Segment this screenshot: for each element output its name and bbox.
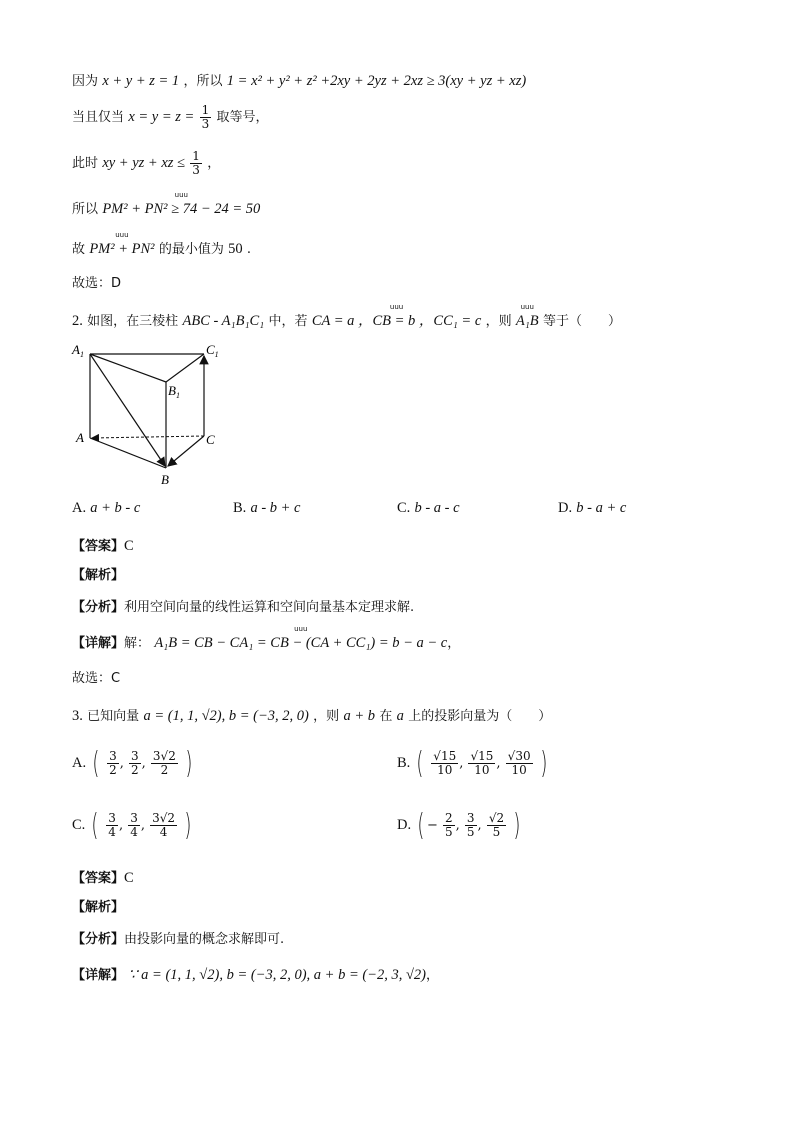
edge-a1b1 — [90, 354, 166, 382]
math-vector: uuu A₁B = CB − CA₁ = CB − (CA + CC₁) = b − a − c — [154, 634, 447, 653]
text: 故 — [72, 242, 86, 257]
q2-option-b[interactable]: B. a - b + c — [233, 500, 301, 516]
text: 所以 — [72, 202, 99, 217]
text: 中，若 — [268, 314, 308, 329]
q3-analysis-tag: 【解析】 — [72, 900, 125, 915]
math-vector: uuu PM² + PN² ≥ 74 − 24 = 50 — [102, 200, 260, 219]
text: ， — [207, 156, 221, 172]
solution-line-5 — [72, 240, 251, 259]
text: ，所以 — [183, 74, 223, 89]
solution-line-4 — [72, 200, 260, 219]
option-expr: b - a + c — [576, 500, 627, 516]
solution-line-3 — [72, 150, 220, 177]
math-vector: uuu PM² + PN² — [89, 240, 154, 259]
math: x = y = z = — [128, 109, 195, 126]
q3-fenxi: 【分析】由投影向量的概念求解即可. — [72, 932, 285, 947]
q3-option-c[interactable]: C. ( $\frac{3}{4}$ , $\frac{3}{4}$ , $\frac{3√2}{4}$ ) — [72, 808, 192, 843]
option-expr: b - a - c — [414, 500, 460, 516]
q3-answer: 【答案】C — [72, 870, 134, 886]
text: 如图，在三棱柱 — [87, 314, 179, 329]
solution-line-2 — [72, 104, 269, 131]
q2-option-d[interactable]: D. b - a + c — [558, 500, 627, 516]
q2-stem — [72, 312, 621, 331]
question-number: 3. — [72, 708, 83, 724]
option-expr: a - b + c — [250, 500, 301, 516]
vector-cb — [168, 436, 204, 466]
math-vector: uuu CA = a ，CB = b ，CC₁ = c — [312, 312, 481, 331]
q2-choose: 故选：C — [72, 671, 121, 686]
vector-ca — [92, 436, 204, 438]
vector-a1b — [90, 354, 165, 466]
text: 因为 — [72, 74, 99, 89]
math: x + y + z = 1 — [102, 73, 180, 89]
label-b: B — [161, 472, 169, 487]
text: 此时 — [72, 156, 99, 172]
text: 当且仅当 — [72, 110, 125, 126]
option-expr: a + b - c — [90, 500, 141, 516]
q2-fenxi: 【分析】利用空间向量的线性运算和空间向量基本定理求解. — [72, 600, 415, 615]
math: ∵ a = (1, 1, √2), b = (−3, 2, 0), a + b = (−2, 3, √2) — [128, 967, 427, 983]
fraction: $\frac{1}{3}$ — [192, 149, 200, 178]
math: a — [396, 708, 404, 724]
text: . — [246, 242, 252, 257]
q3-option-a[interactable]: A. ( $\frac{3}{2}$ , $\frac{3}{2}$ , $\frac{3√2}{2}$ ) — [72, 746, 193, 781]
math: ABC - A₁B₁C₁ — [182, 313, 265, 329]
question-number: 2. — [72, 313, 83, 329]
math: xy + yz + xz ≤ — [102, 155, 185, 172]
math-vector: uuu A₁B — [516, 312, 539, 331]
math: a + b — [343, 708, 376, 724]
edge-ab — [90, 438, 166, 468]
edge-b1c1 — [166, 354, 204, 382]
q2-detail: 【详解】解： uuu A₁B = CB − CA₁ = CB − (CA + CC₁) = b − a − c， — [72, 634, 460, 653]
q3-detail: 【详解】 ∵ a = (1, 1, √2), b = (−3, 2, 0), a + b = (−2, 3, √2)， — [72, 967, 440, 983]
q3-stem: 3. 已知向量 a = (1, 1, √2), b = (−3, 2, 0) ，则 a + b 在 a 上的投影向量为（ ） — [72, 708, 552, 724]
text: 取等号， — [216, 110, 269, 126]
q2-analysis-tag: 【解析】 — [72, 568, 125, 583]
q2-option-c[interactable]: C. b - a - c — [397, 500, 460, 516]
prism-figure — [70, 340, 230, 490]
label-b1: $B_1$ — [168, 383, 180, 400]
solution-line-1 — [72, 72, 526, 91]
q3-option-d[interactable]: D. ( − $\frac{2}{5}$ , $\frac{3}{5}$ , $\frac{√2}{5}$ ) — [397, 808, 521, 843]
value: 50 — [228, 241, 243, 257]
choose-line: 故选：D — [72, 276, 122, 291]
q2-option-a[interactable]: A. a + b - c — [72, 500, 141, 516]
math: a = (1, 1, √2), b = (−3, 2, 0) — [143, 708, 309, 724]
text: ，则 — [485, 314, 512, 329]
q3-option-b[interactable]: B. ( $\frac{√15}{10}$ , $\frac{√15}{10}$ , $\frac{√30}{10}$ ) — [397, 746, 548, 781]
label-c: C — [206, 432, 215, 447]
text: 等于（ ） — [542, 314, 621, 329]
label-a: A — [76, 430, 84, 445]
label-a1: $A_1$ — [72, 342, 84, 359]
math: 1 = x² + y² + z² +2xy + 2yz + 2xz ≥ 3(xy + yz + xz) — [226, 73, 527, 89]
q2-answer: 【答案】C — [72, 538, 134, 554]
label-c1: $C_1$ — [206, 342, 219, 359]
text: 的最小值为 — [158, 242, 224, 257]
fraction: $\frac{1}{3}$ — [201, 103, 210, 132]
